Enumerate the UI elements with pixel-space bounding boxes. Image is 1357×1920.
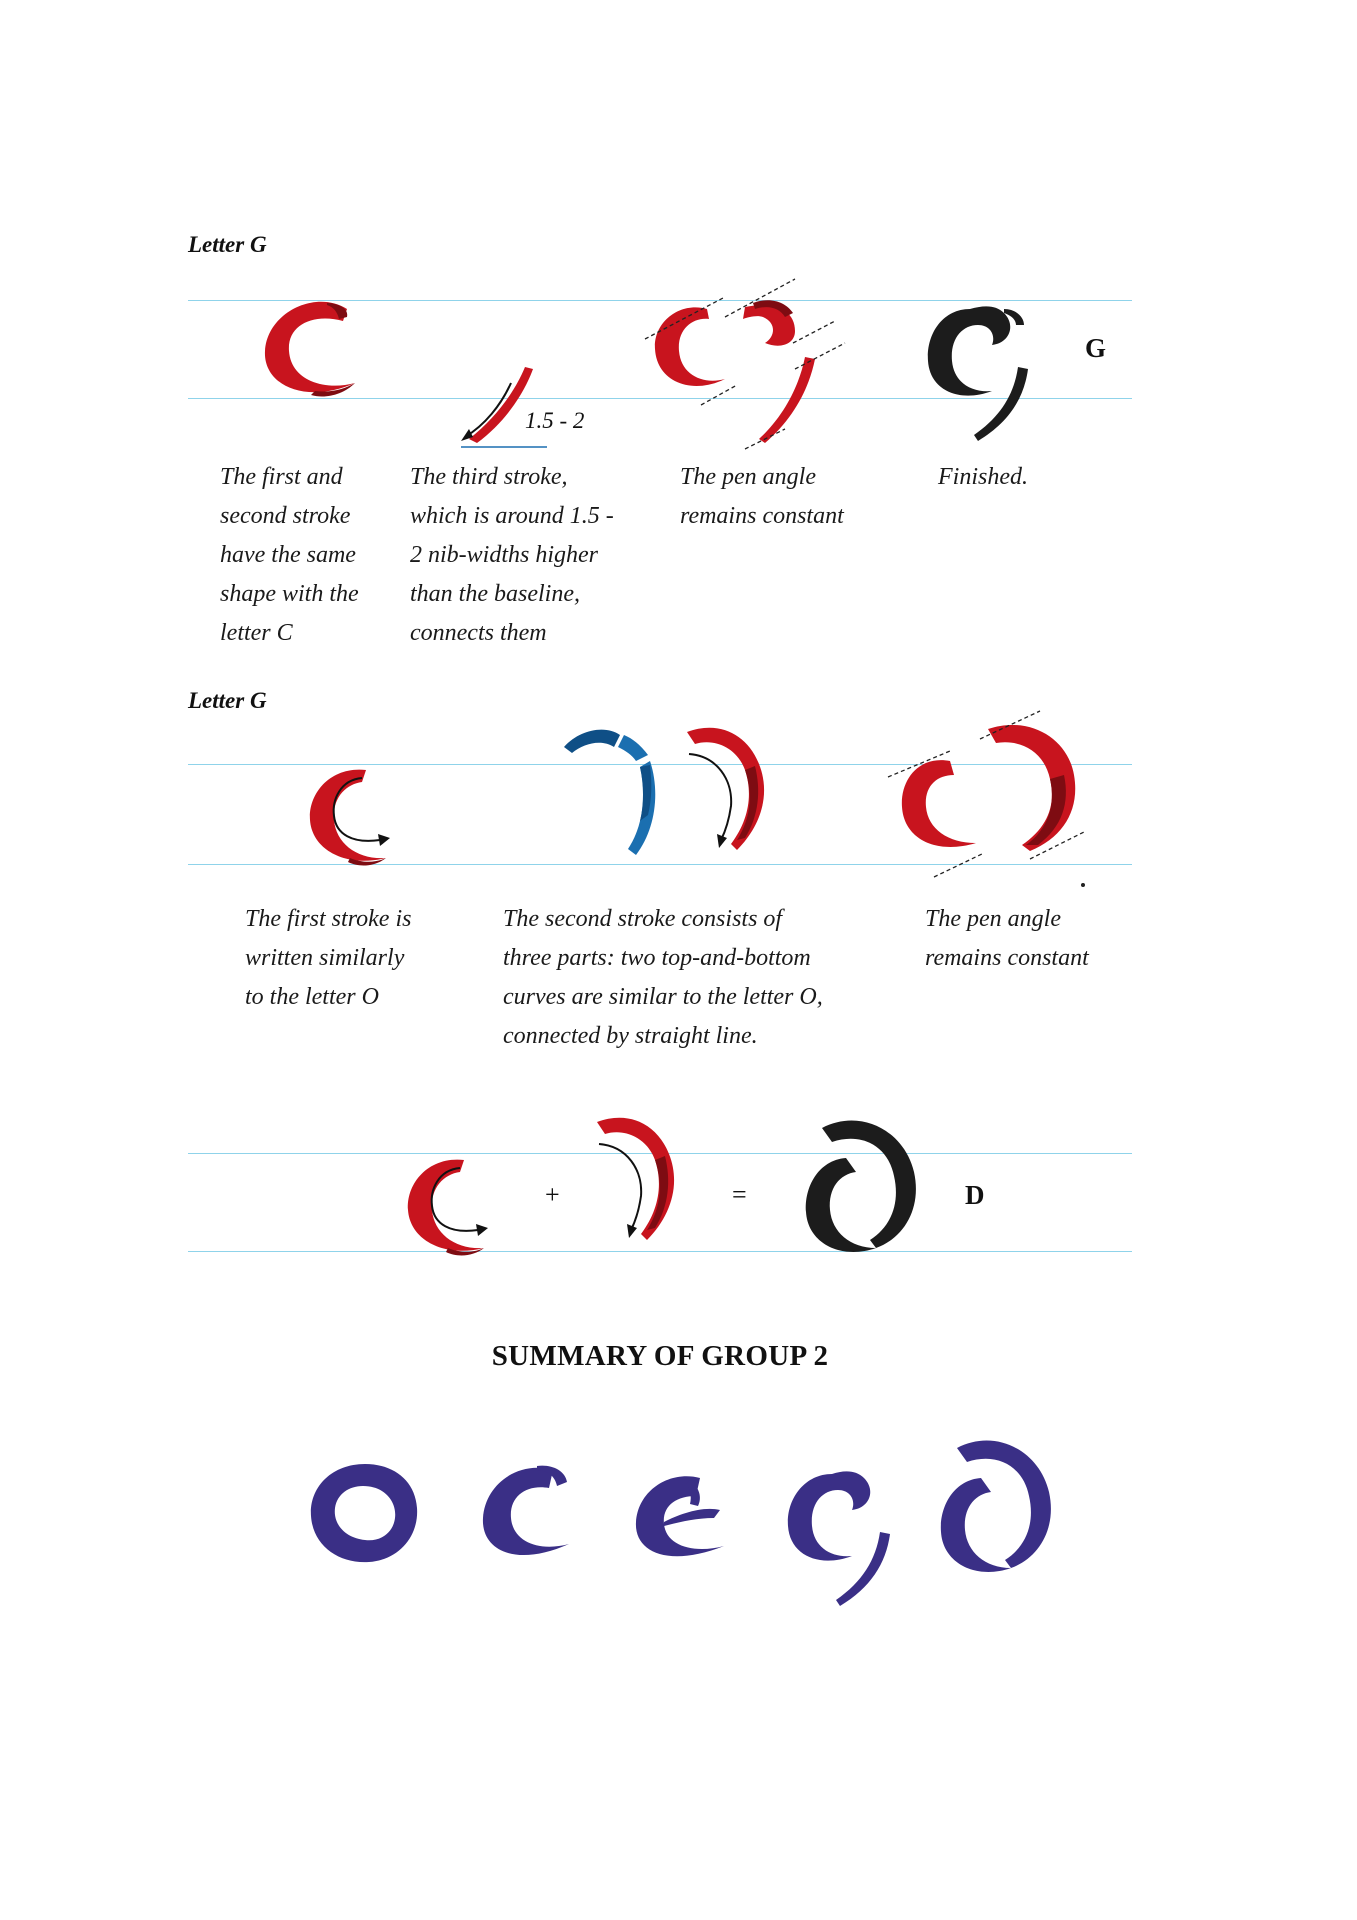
caption-line: The first and bbox=[220, 464, 343, 490]
equation-result-letter: D bbox=[965, 1180, 985, 1210]
caption-line: The first stroke is bbox=[245, 906, 412, 932]
summary-letter-d-shape bbox=[935, 1430, 1065, 1580]
g-step1-caption bbox=[220, 458, 359, 653]
summary-title: SUMMARY OF GROUP 2 bbox=[491, 1340, 829, 1372]
caption-line: connected by straight line. bbox=[503, 1023, 758, 1049]
d-step2-caption bbox=[503, 900, 823, 1056]
guide-line-3-bottom bbox=[188, 1251, 1132, 1252]
summary-letter-c-shape bbox=[475, 1460, 585, 1570]
nib-width-measurement-label: 1.5 - 2 bbox=[525, 408, 585, 433]
caption-line: have the same bbox=[220, 542, 356, 568]
equation-result-d-shape bbox=[800, 1110, 930, 1260]
equation-second-stroke bbox=[585, 1110, 695, 1250]
caption-line: Finished. bbox=[938, 464, 1028, 490]
d-step3-caption bbox=[925, 900, 1089, 978]
caption-line: curves are similar to the letter O, bbox=[503, 984, 823, 1010]
section-2-heading: Letter G bbox=[188, 688, 267, 713]
section-1-heading: Letter G bbox=[188, 232, 267, 257]
d-step1-c-stroke bbox=[300, 760, 410, 870]
g-step3-caption bbox=[680, 458, 844, 536]
caption-line: The second stroke consists of bbox=[503, 906, 783, 932]
caption-line: The third stroke, bbox=[410, 464, 568, 490]
caption-line: letter C bbox=[220, 620, 293, 646]
g-result-letter: G bbox=[1085, 333, 1107, 363]
d-step2-red-stroke bbox=[675, 720, 785, 860]
g-step1-c-stroke bbox=[255, 295, 365, 405]
equation-equals-sign: = bbox=[732, 1180, 747, 1209]
caption-line: connects them bbox=[410, 620, 547, 646]
g-step3-pen-angle-diagram bbox=[645, 285, 850, 455]
equation-c-stroke bbox=[398, 1150, 508, 1260]
caption-line: than the baseline, bbox=[410, 581, 580, 607]
caption-line: remains constant bbox=[925, 945, 1089, 971]
caption-line: 2 nib-widths higher bbox=[410, 542, 599, 568]
caption-line: to the letter O bbox=[245, 984, 379, 1010]
caption-line: second stroke bbox=[220, 503, 351, 529]
equation-plus-sign: + bbox=[545, 1180, 560, 1209]
g-step4-caption bbox=[938, 458, 1028, 497]
g-step2-caption bbox=[410, 458, 614, 653]
d-step3-pen-angle-diagram bbox=[880, 705, 1090, 890]
caption-line: three parts: two top-and-bottom bbox=[503, 945, 811, 971]
caption-line: written similarly bbox=[245, 945, 405, 971]
summary-letter-e-shape bbox=[630, 1470, 740, 1570]
caption-line: The pen angle bbox=[680, 464, 816, 490]
caption-line: The pen angle bbox=[925, 906, 1061, 932]
summary-letter-o-shape bbox=[305, 1460, 425, 1570]
d-step1-caption bbox=[245, 900, 411, 1017]
caption-line: remains constant bbox=[680, 503, 844, 529]
caption-line: which is around 1.5 - bbox=[410, 503, 614, 529]
summary-letter-g-shape bbox=[780, 1460, 900, 1610]
d-step2-three-part-stroke bbox=[560, 725, 680, 865]
caption-line: shape with the bbox=[220, 581, 359, 607]
g-finished-letter-shape bbox=[920, 295, 1040, 440]
